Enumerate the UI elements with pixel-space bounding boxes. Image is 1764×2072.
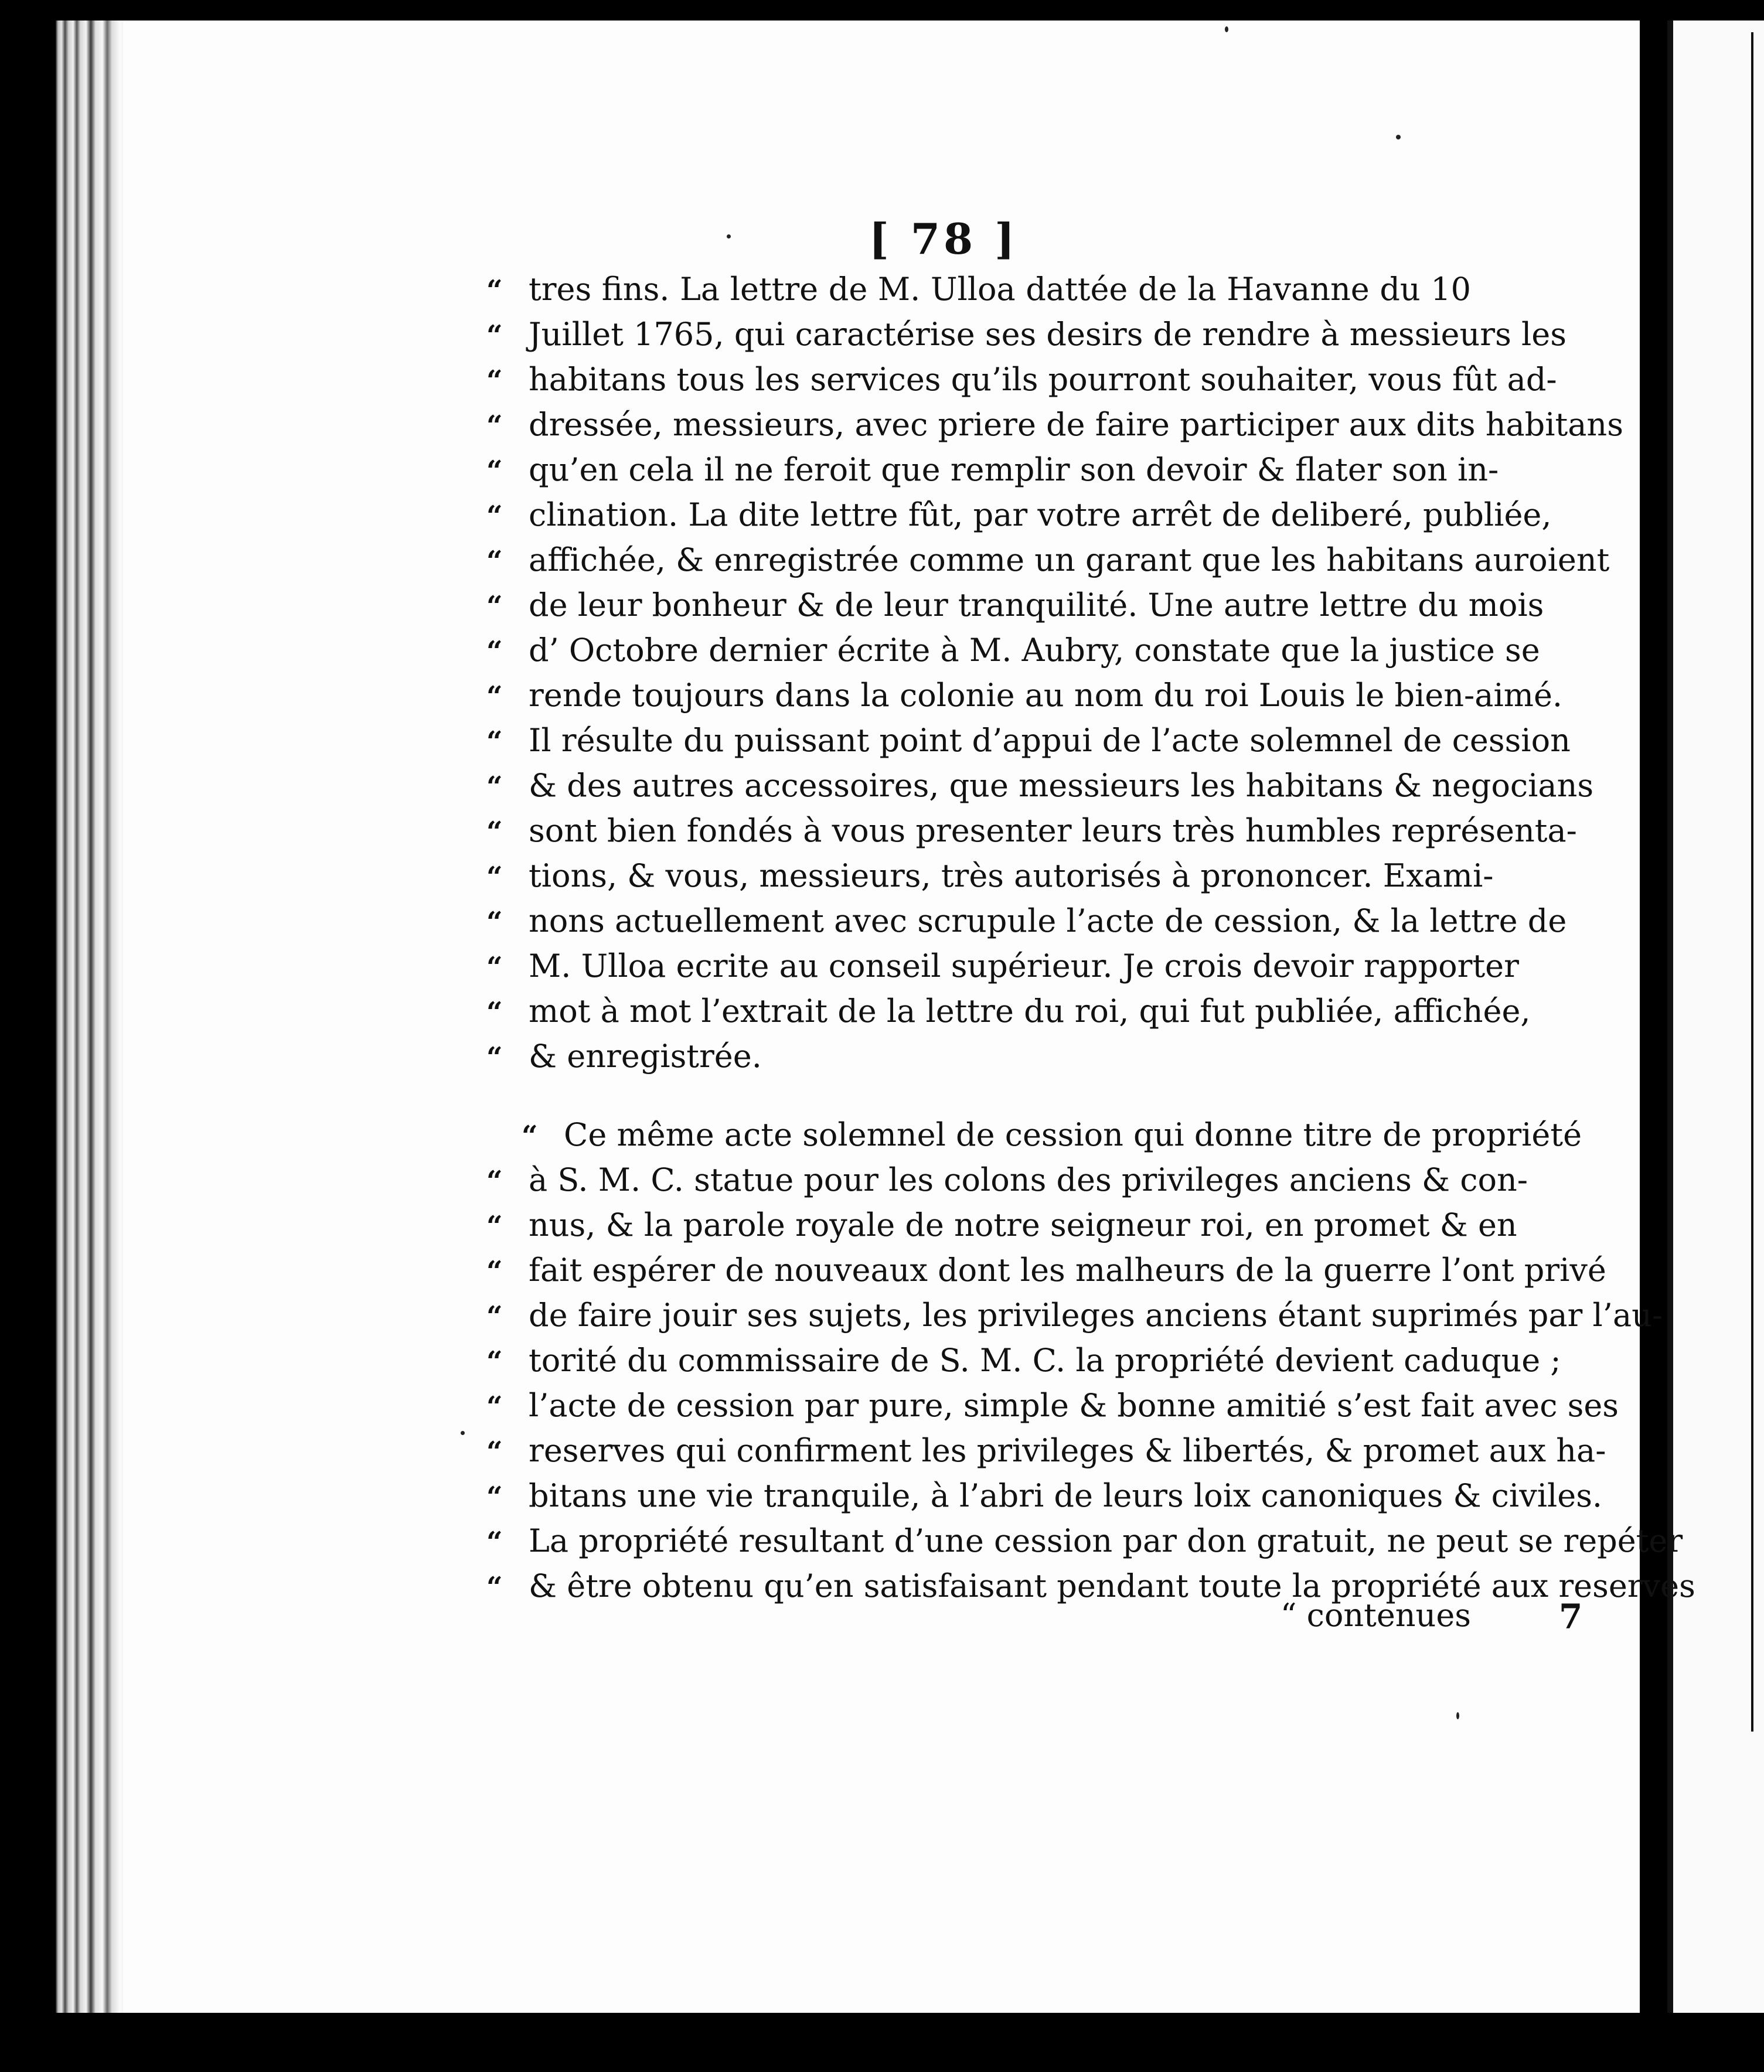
line-text: d’ Octobre dernier écrite à M. Aubry, constate que la justice se [529, 632, 1540, 669]
text-line [486, 632, 1540, 677]
line-text: tres fins. La lettre de M. Ulloa dattée de la Havanne du 10 [529, 271, 1471, 308]
text-line [486, 451, 1499, 496]
ink-speck [727, 234, 731, 238]
line-text: sont bien fondés à vous presenter leurs très humbles représenta- [529, 812, 1577, 849]
line-text: l’acte de cession par pure, simple & bonne amitié s’est fait avec ses [529, 1387, 1619, 1424]
page-number-header: [ 78 ] [869, 214, 1019, 264]
quotation-mark: “ [486, 274, 503, 307]
line-text: nons actuellement avec scrupule l’acte de cession, & la lettre de [529, 902, 1567, 939]
line-text: bitans une vie tranquile, à l’abri de leurs loix canoniques & civiles. [529, 1477, 1603, 1514]
quotation-mark: “ [486, 1165, 503, 1198]
signature-mark: 7 [1559, 1597, 1583, 1637]
quotation-mark: “ [486, 816, 503, 848]
quotation-mark: “ [486, 1526, 503, 1559]
quotation-mark: “ [486, 635, 503, 668]
quotation-mark: “ [522, 1120, 538, 1153]
quotation-mark: “ [486, 1300, 503, 1333]
line-text: nus, & la parole royale de notre seigneur roi, en promet & en [529, 1207, 1517, 1243]
quotation-mark: “ [486, 951, 503, 984]
body-text [486, 271, 1695, 1613]
line-text: qu’en cela il ne feroit que remplir son devoir & flater son in- [529, 451, 1499, 488]
line-text: La propriété resultant d’une cession par don gratuit, ne peut se repéter [529, 1522, 1683, 1559]
quotation-mark: “ [486, 455, 503, 488]
text-line [486, 1477, 1603, 1522]
quotation-mark: “ [486, 771, 503, 803]
line-text: M. Ulloa ecrite au conseil supérieur. Je crois devoir rapporter [529, 948, 1519, 984]
text-line [486, 496, 1552, 541]
text-line [486, 1342, 1561, 1387]
line-text: torité du commissaire de S. M. C. la propriété devient caduque ; [529, 1342, 1561, 1379]
line-text: Juillet 1765, qui caractérise ses desirs de rendre à messieurs les [529, 316, 1567, 353]
text-line [486, 1207, 1517, 1252]
book-page-edges [56, 21, 126, 2013]
quotation-mark: “ [486, 1210, 503, 1243]
quotation-mark: “ [486, 1571, 503, 1604]
page-footer [486, 1597, 1583, 1644]
line-text: affichée, & enregistrée comme un garant que les habitans auroient [529, 541, 1610, 578]
text-line [486, 767, 1594, 812]
text-line [486, 541, 1610, 587]
quotation-mark: “ [486, 1345, 503, 1378]
text-line [486, 1161, 1528, 1207]
line-text: mot à mot l’extrait de la lettre du roi, qui fut publiée, affichée, [529, 993, 1531, 1030]
text-line [486, 677, 1563, 722]
ink-speck [1396, 135, 1401, 139]
ink-speck [461, 1431, 465, 1435]
line-text: Ce même acte solemnel de cession qui donne titre de propriété [564, 1116, 1582, 1153]
line-text: de leur bonheur & de leur tranquilité. Une autre lettre du mois [529, 587, 1544, 623]
line-text: habitans tous les services qu’ils pourront souhaiter, vous fût ad- [529, 361, 1557, 398]
quotation-mark: “ [486, 906, 503, 939]
quotation-mark: “ [486, 1481, 503, 1514]
quotation-mark: “ [486, 590, 503, 623]
line-text: & enregistrée. [529, 1038, 762, 1075]
text-line [486, 902, 1567, 948]
text-line [486, 1522, 1683, 1567]
text-line [486, 361, 1557, 406]
quotation-mark: “ [486, 500, 503, 533]
text-line [486, 1116, 1582, 1161]
quotation-mark: “ [486, 1041, 503, 1074]
text-line [486, 1387, 1619, 1432]
quotation-mark: “ [486, 319, 503, 352]
text-line [486, 271, 1471, 316]
line-text: rende toujours dans la colonie au nom du roi Louis le bien-aimé. [529, 677, 1563, 714]
text-line [486, 857, 1494, 902]
paragraph-gap [486, 1083, 1471, 1116]
quotation-mark: “ [486, 1436, 503, 1468]
line-text: fait espérer de nouveaux dont les malheurs de la guerre l’ont privé [529, 1252, 1606, 1289]
text-line [486, 406, 1623, 451]
line-text: reserves qui confirment les privileges & libertés, & promet aux ha- [529, 1432, 1606, 1469]
text-line [486, 722, 1571, 767]
text-line [486, 812, 1577, 857]
text-line [486, 587, 1544, 632]
quotation-mark: “ [486, 725, 503, 758]
line-text: clination. La dite lettre fût, par votre arrêt de deliberé, publiée, [529, 496, 1552, 533]
line-text: & être obtenu qu’en satisfaisant pendant toute la propriété aux reserves [529, 1567, 1695, 1604]
ink-speck [1225, 26, 1228, 32]
quotation-mark: “ [486, 996, 503, 1029]
line-text: à S. M. C. statue pour les colons des privileges anciens & con- [529, 1161, 1528, 1198]
quotation-mark: “ [486, 364, 503, 397]
line-text: & des autres accessoires, que messieurs les habitans & negocians [529, 767, 1594, 804]
text-line [486, 1252, 1606, 1297]
text-line [486, 1038, 1471, 1083]
quotation-mark: “ [486, 410, 503, 442]
line-text: dressée, messieurs, avec priere de faire participer aux dits habitans [529, 406, 1623, 443]
text-line [486, 948, 1519, 993]
text-line [486, 993, 1531, 1038]
quotation-mark: “ [486, 1391, 503, 1423]
text-line [486, 316, 1567, 361]
quotation-mark: “ [486, 545, 503, 578]
catchword: “ contenues [1280, 1597, 1471, 1634]
line-text: tions, & vous, messieurs, très autorisés à prononcer. Exami- [529, 857, 1494, 894]
quotation-mark: “ [486, 1255, 503, 1288]
line-text: de faire jouir ses sujets, les privileges anciens étant suprimés par l’au- [529, 1297, 1663, 1334]
quotation-mark: “ [486, 680, 503, 713]
line-text: Il résulte du puissant point d’appui de l’acte solemnel de cession [529, 722, 1571, 759]
text-line [486, 1297, 1663, 1342]
text-line [486, 1432, 1606, 1477]
ink-speck [1456, 1712, 1459, 1719]
facing-page-edge [1667, 21, 1764, 2013]
quotation-mark: “ [486, 861, 503, 894]
